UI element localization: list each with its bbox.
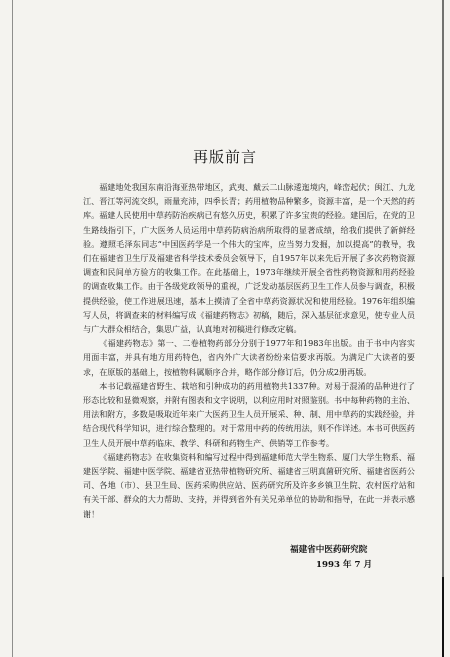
- signature-date: 1993 年 7 月: [316, 560, 373, 570]
- paragraph-3: 本书记载福建省野生、栽培和引种成功的药用植物共1337种。对易于混淆的品种进行了形态比较和显微观察，并附有图表和文字说明，以利应用时对照鉴别。书中每种药物的主治、用法和附方，多数是吸取近年来广大医药卫生人员开展采、种、制、用中草药的实践经验，并结合现代科学知识，进行综合整理的。对于常用中药的传统用法，则不作详述。本书可供医药卫生人员开展中草药临床、教学、科研和药物生产、供销等工作参考。: [83, 380, 415, 448]
- page-title: 再版前言: [192, 148, 257, 167]
- signature-block: [290, 543, 372, 573]
- page-right-edge: [442, 0, 444, 657]
- paragraph-1: 福建地处我国东南沿海亚热带地区，武夷、戴云二山脉逶迤境内，峰峦起伏；闽江、九龙江、晋江等河流交织，雨量充沛，四季长青；药用植物品种繁多，资源丰富，是一个天然的药库。福建人民使用中草药防治疾病已有悠久历史，积累了许多宝贵的经验。建国后，在党的卫生路线指引下，广大医务人员运用中草药防病治病所取得的显著成绩，给我们提供了新鲜经验。遵照毛泽东同志“中国医药学是一个伟大的宝库，应当努力发掘，加以提高”的教导，我们在福建省卫生厅及福建省科学技术委员会领导下，自1957年以来先后开展了多次药物资源调查和民间单方验方的收集工作。在此基础上，1973年继续开展全省性药物资源和用药经验的调查收集工作。由于各级党政领导的重视，广泛发动基层医药卫生工作人员参与调查，积极提供经验，使工作进展迅速，基本上摸清了全省中草药资源状况和使用经验。1976年组织编写人员，将调查来的材料编写成《福建药物志》初稿，随后，深入基层征求意见，使专业人员与广大群众相结合，集思广益，认真地对初稿进行修改定稿。: [83, 182, 415, 335]
- preface-body: [83, 180, 415, 521]
- signature-organization: 福建省中医药研究院: [290, 545, 368, 555]
- paragraph-2: 《福建药物志》第一、二卷植物药部分分别于1977年和1983年出版。由于书中内容实用面丰富，并具有地方用药特色，省内外广大读者纷纷来信要求再版。为满足广大读者的要求，在原版的基础上，按植物科属顺序合并，略作部分修订后，仍分成2册再版。: [83, 338, 415, 377]
- binding-mark: [442, 577, 444, 657]
- paragraph-4: 《福建药物志》在收集资料和编写过程中得到福建师范大学生物系、厦门大学生物系、福建医学院、福建中医学院、福建省亚热带植物研究所、福建省三明真菌研究所、福建省医药公司、各地（市）、县卫生局、医药采购供应站、医药研究所及许多乡镇卫生院、农村医疗站和有关干部、群众的大力帮助、支持，并得到省外有关兄弟单位的协助和指导，在此一并表示感谢！: [83, 451, 415, 519]
- page-left-edge: [12, 0, 13, 657]
